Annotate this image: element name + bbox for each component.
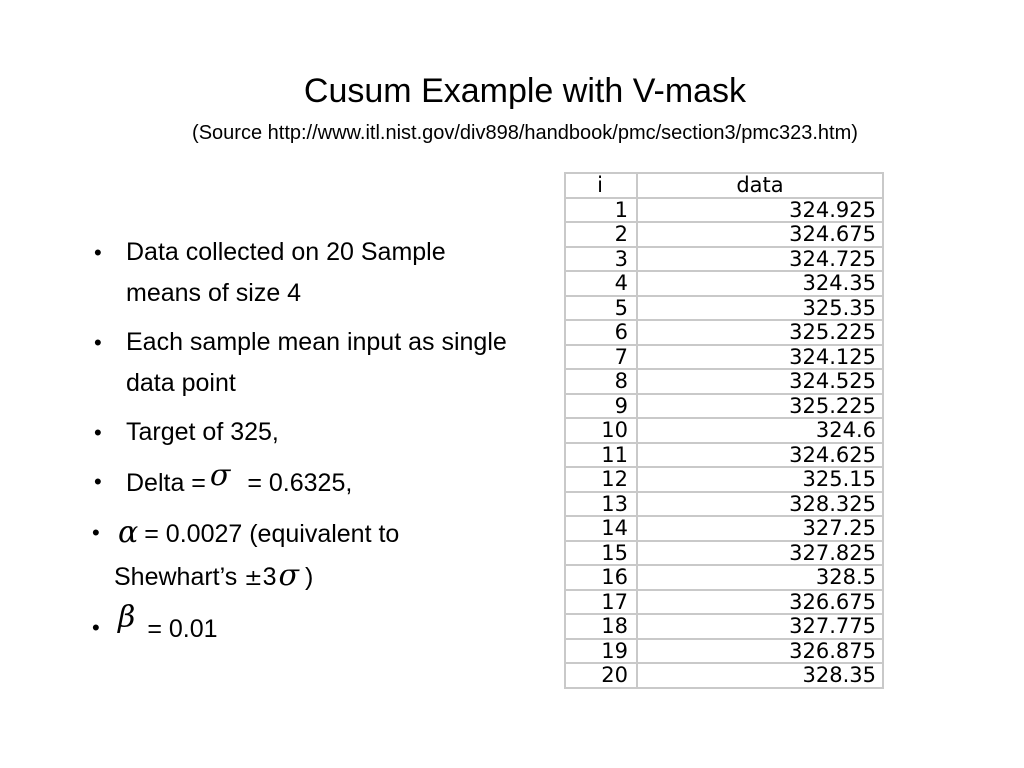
bullet-dot-icon: • xyxy=(92,520,100,545)
table-row xyxy=(565,345,883,370)
bullet-text: Delta = xyxy=(126,469,206,497)
column-header-i: i xyxy=(565,173,637,198)
cell-data: 328.5 xyxy=(637,565,883,590)
cell-i: 15 xyxy=(565,541,637,566)
table-row xyxy=(565,492,883,517)
cell-i: 19 xyxy=(565,639,637,664)
bullet-dot-icon: • xyxy=(92,615,100,640)
table-row xyxy=(565,247,883,272)
table-row xyxy=(565,516,883,541)
slide-title: Cusum Example with V-mask xyxy=(303,72,747,110)
cell-i: 9 xyxy=(565,394,637,419)
column-header-data: data xyxy=(637,173,883,198)
cell-data: 326.675 xyxy=(637,590,883,615)
cell-data: 328.35 xyxy=(637,663,883,688)
cell-data: 325.15 xyxy=(637,467,883,492)
data-table xyxy=(564,172,884,689)
cell-data: 325.225 xyxy=(637,320,883,345)
bullet-item-beta xyxy=(92,600,522,650)
bullet-item-data-collected xyxy=(92,232,522,314)
bullet-list xyxy=(92,232,522,658)
cell-data: 327.825 xyxy=(637,541,883,566)
table-row xyxy=(565,320,883,345)
cell-data: 324.525 xyxy=(637,369,883,394)
cell-data: 326.875 xyxy=(637,639,883,664)
cell-data: 327.25 xyxy=(637,516,883,541)
cell-i: 17 xyxy=(565,590,637,615)
cell-i: 6 xyxy=(565,320,637,345)
cell-data: 324.925 xyxy=(637,198,883,223)
cell-i: 7 xyxy=(565,345,637,370)
cell-data: 324.675 xyxy=(637,222,883,247)
cell-i: 14 xyxy=(565,516,637,541)
bullet-dot-icon: • xyxy=(94,420,102,445)
cell-data: 324.125 xyxy=(637,345,883,370)
cell-i: 2 xyxy=(565,222,637,247)
table-body xyxy=(565,198,883,688)
table-row xyxy=(565,639,883,664)
table-row xyxy=(565,198,883,223)
table-row xyxy=(565,590,883,615)
cell-i: 13 xyxy=(565,492,637,517)
slide-subtitle: (Source http://www.itl.nist.gov/div898/handbook/pmc/section3/pmc323.htm) xyxy=(192,122,858,144)
bullet-text-three: 3 xyxy=(262,563,277,591)
cell-i: 3 xyxy=(565,247,637,272)
bullet-dot-icon: • xyxy=(94,330,102,355)
alpha-symbol: α xyxy=(118,515,139,550)
beta-symbol: β xyxy=(118,600,136,635)
bullet-dot-icon: • xyxy=(94,469,102,494)
cell-data: 324.35 xyxy=(637,271,883,296)
table-row xyxy=(565,565,883,590)
table-row xyxy=(565,443,883,468)
bullet-item-sample-mean xyxy=(92,322,522,404)
cell-i: 8 xyxy=(565,369,637,394)
bullet-text: Data collected on 20 Sample means of size 4 xyxy=(126,238,446,307)
bullet-text: Each sample mean input as single data point xyxy=(126,328,507,397)
table-row xyxy=(565,222,883,247)
bullet-text: Target of 325, xyxy=(126,418,279,446)
cell-data: 324.625 xyxy=(637,443,883,468)
cell-data: 324.6 xyxy=(637,418,883,443)
table-row xyxy=(565,418,883,443)
cell-data: 325.225 xyxy=(637,394,883,419)
table-row xyxy=(565,614,883,639)
cell-i: 16 xyxy=(565,565,637,590)
cell-i: 1 xyxy=(565,198,637,223)
cell-i: 20 xyxy=(565,663,637,688)
cell-i: 11 xyxy=(565,443,637,468)
bullet-text: = 0.6325, xyxy=(240,469,353,497)
cell-i: 4 xyxy=(565,271,637,296)
plus-minus-symbol: ± xyxy=(244,566,263,591)
cell-i: 5 xyxy=(565,296,637,321)
cell-i: 12 xyxy=(565,467,637,492)
cell-data: 327.775 xyxy=(637,614,883,639)
cell-i: 10 xyxy=(565,418,637,443)
table-row xyxy=(565,394,883,419)
table-row xyxy=(565,369,883,394)
bullet-text: = 0.01 xyxy=(147,615,218,643)
table-row xyxy=(565,467,883,492)
cell-data: 328.325 xyxy=(637,492,883,517)
bullet-text-close: ) xyxy=(305,563,314,591)
cell-data: 324.725 xyxy=(637,247,883,272)
table-row xyxy=(565,296,883,321)
bullet-item-target xyxy=(92,412,522,453)
bullet-dot-icon: • xyxy=(94,240,102,265)
sigma-symbol: σ xyxy=(278,558,299,593)
bullet-text: = 0.0027 (equivalent to Shewhart’s xyxy=(114,520,400,591)
table-row xyxy=(565,271,883,296)
bullet-item-delta xyxy=(92,458,522,504)
table-header-row xyxy=(565,173,883,198)
table-row xyxy=(565,663,883,688)
cell-data: 325.35 xyxy=(637,296,883,321)
sigma-symbol: σ xyxy=(209,458,231,493)
cell-i: 18 xyxy=(565,614,637,639)
bullet-item-alpha xyxy=(92,512,522,599)
table-row xyxy=(565,541,883,566)
